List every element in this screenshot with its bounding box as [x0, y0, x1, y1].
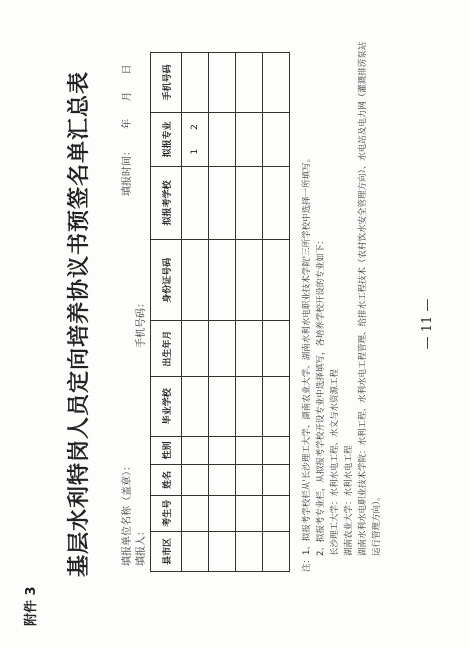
col-birth: 出生年月	[151, 321, 182, 377]
table-row	[182, 53, 209, 572]
col-gender: 性别	[151, 436, 182, 464]
phone-label: 手机号码：	[136, 298, 147, 348]
notes-block	[300, 32, 384, 572]
date-label: 填报时间：	[122, 146, 133, 196]
filler-label: 填报人：	[136, 526, 147, 566]
date-day: 日	[122, 64, 133, 75]
table-header-row	[151, 53, 182, 572]
page-number: — 11 —	[420, 298, 435, 350]
document-title: 基层水利特岗人员定向培养协议书预签名单汇总表	[66, 71, 92, 578]
table-row	[263, 53, 290, 572]
roster-table	[150, 52, 290, 572]
table-row	[236, 53, 263, 572]
col-school: 毕业学校	[151, 376, 182, 436]
table-row	[209, 53, 236, 572]
note-line-1: 注：1、拟报考学校栏从'长沙理工大学、湖南农业大学、湖南水利水电职业技术学院'三所学校中选择一所填写。	[302, 153, 312, 572]
note-line-4: 湖南农业大学：水利水电工程	[344, 445, 354, 556]
col-phone: 手机号码	[151, 53, 182, 113]
major-choice-cell	[182, 112, 209, 166]
major-choice-1: 1	[190, 148, 200, 155]
note-line-5: 湖南水利水电职业技术学院：水利工程、水利水电工程管理、给排水工程技术（农村饮水安全管理方向）、水电站及电力网（灌溉排涝泵站	[358, 41, 368, 556]
col-id-number: 身份证号码	[151, 240, 182, 321]
col-exam-no: 考生号	[151, 495, 182, 531]
note-line-3: 长沙理工大学：水利水电工程、水文与水资源工程	[330, 368, 340, 556]
major-choice-2: 2	[190, 124, 200, 130]
date-year: 年	[122, 118, 133, 129]
date-line	[118, 64, 133, 196]
note-line-2: 2、拟报考专业栏，从拟报考学校开设专业中选择填写，各培养学校开设的专业如下：	[316, 236, 326, 556]
note-line-6: 运行管理方向）。	[372, 492, 382, 556]
col-target-major: 拟报专业	[151, 112, 182, 166]
col-target-school: 拟报考学校	[151, 166, 182, 239]
date-month: 月	[122, 91, 133, 102]
col-name: 姓名	[151, 465, 182, 495]
unit-label: 填报单位名称（盖章）：	[122, 461, 133, 566]
attachment-label: 附件 3	[24, 586, 39, 626]
col-county: 县市区	[151, 531, 182, 571]
